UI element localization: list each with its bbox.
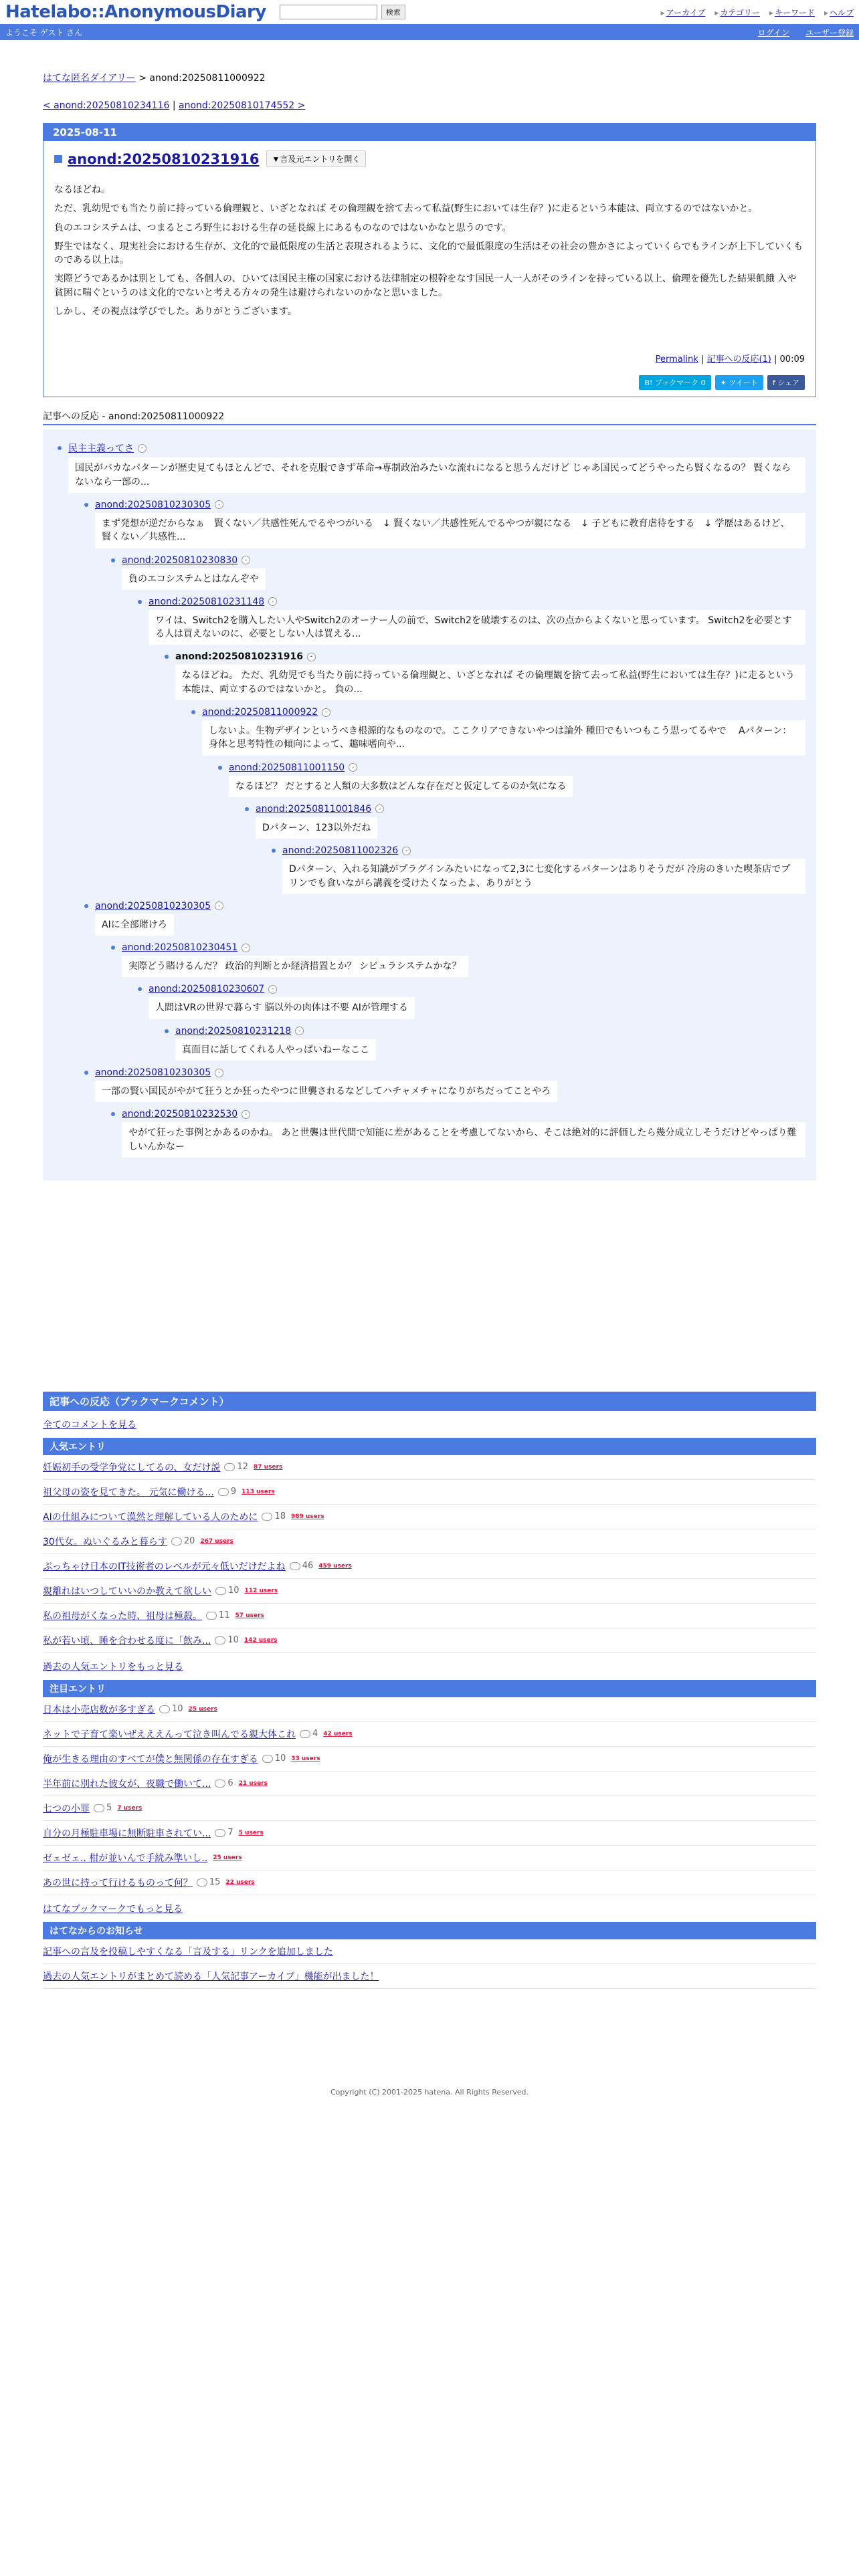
- toggle-icon[interactable]: -: [242, 1110, 250, 1119]
- all-comments-link[interactable]: 全てのコメントを見る: [43, 1419, 136, 1430]
- users-count[interactable]: 33 users: [291, 1755, 320, 1762]
- reaction-excerpt: 国民がバカなパターンが歴史見てもほとんどで、それを克服できず革命→専制政治みたいな流れになると思うんだけど じゃあ国民ってどうやったら賢くなるの？ 賢くならないなら一部の...: [68, 457, 805, 493]
- reaction-title: anond:20250810231916: [175, 651, 303, 663]
- entry-row: [43, 1821, 816, 1846]
- header-nav: [661, 7, 854, 18]
- entry-row: [43, 1554, 816, 1579]
- site-logo[interactable]: Hatelabo::AnonymousDiary: [5, 2, 266, 22]
- reaction-excerpt: やがて狂った事例とかあるのかね。 あと世襲は世代間で知能に差があることを考慮してないから、そこは絶対的に評価したら幾分成立しそうだけどやっぱり難しいんかなー: [122, 1122, 805, 1158]
- popular-entries-header: 人気エントリ: [43, 1438, 816, 1455]
- comment-count: 15: [197, 1877, 221, 1887]
- comment-count: 12: [224, 1462, 248, 1472]
- popular-more-row: [43, 1653, 816, 1680]
- reaction-node: [138, 984, 805, 1018]
- facebook-share-button[interactable]: [767, 375, 805, 390]
- share-label: シェア: [777, 379, 799, 388]
- users-count[interactable]: 112 users: [244, 1587, 278, 1594]
- toggle-icon[interactable]: -: [375, 804, 384, 813]
- entry-row: [43, 1604, 816, 1628]
- share-buttons: [54, 375, 805, 390]
- reaction-node: [165, 651, 805, 700]
- reaction-header: [111, 942, 805, 953]
- reaction-excerpt: なるほど？ だとすると人類の大多数はどんな存在だと仮定してるのか気になる: [229, 776, 573, 797]
- reaction-node: [84, 1067, 805, 1102]
- toggle-icon[interactable]: -: [215, 500, 223, 509]
- bookmark-comments-header: 記事への反応（ブックマークコメント）: [43, 1392, 816, 1411]
- reaction-title-link[interactable]: anond:20250810230451: [122, 942, 238, 954]
- search-input[interactable]: [280, 5, 377, 19]
- reaction-node: [84, 500, 805, 548]
- entry-paragraph: しかし、その視点は学びでした。ありがとうございます。: [54, 306, 297, 318]
- tweet-button[interactable]: [715, 375, 763, 390]
- reaction-title-link[interactable]: anond:20250810230305: [95, 499, 211, 510]
- users-count[interactable]: 87 users: [254, 1463, 283, 1471]
- permalink[interactable]: Permalink: [655, 354, 698, 365]
- entry-link[interactable]: 妊娠初手の受学争党にしてるの、女だけ説: [43, 1462, 221, 1473]
- entry-row: [43, 1846, 816, 1870]
- entry-link[interactable]: 日本は小売店数が多すぎる: [43, 1704, 155, 1715]
- users-count[interactable]: 267 users: [200, 1537, 233, 1545]
- reaction-title-link[interactable]: 民主主義ってさ: [68, 443, 134, 455]
- nav-keyword[interactable]: ▸ キーワード: [769, 7, 815, 18]
- news-link[interactable]: 記事への言及を投稿しやすくなる「言及する」リンクを追加しました: [43, 1946, 333, 1957]
- entry-link[interactable]: 私が若い頃、睡を合わせる度に「飲み...: [43, 1635, 211, 1646]
- reaction-title-link[interactable]: anond:20250810230830: [122, 554, 238, 566]
- toggle-icon[interactable]: -: [268, 985, 277, 994]
- prev-entry-link[interactable]: < anond:20250810234116: [43, 100, 170, 111]
- entry-row: [43, 1870, 816, 1895]
- reaction-title-link[interactable]: anond:20250811002326: [282, 845, 399, 857]
- entry-link[interactable]: 俺が生きる理由のすべてが僕と無関係の存在すぎる: [43, 1753, 258, 1765]
- popular-entries-list: [43, 1455, 816, 1653]
- reaction-header: [138, 597, 805, 607]
- reaction-header: [165, 651, 805, 662]
- toggle-icon[interactable]: -: [402, 847, 411, 855]
- comment-count: 5: [94, 1803, 112, 1813]
- users-count[interactable]: 21 users: [238, 1780, 268, 1787]
- reaction-header: [84, 901, 805, 911]
- entry-paragraph: なるほどね。: [54, 185, 110, 195]
- notable-entries-list: [43, 1697, 816, 1895]
- toggle-icon[interactable]: -: [295, 1027, 304, 1035]
- reaction-node: [111, 942, 805, 977]
- twitter-bird-icon: ✦: [720, 379, 729, 388]
- comment-count: 4: [300, 1729, 318, 1739]
- comment-count: 20: [171, 1536, 195, 1546]
- nav-help[interactable]: ▸ ヘルプ: [824, 7, 854, 18]
- reactions-link[interactable]: 記事への反応(1): [706, 354, 771, 365]
- entry-row: [43, 1722, 816, 1747]
- reaction-title-link[interactable]: anond:20250810231218: [175, 1025, 292, 1037]
- users-count[interactable]: 25 users: [188, 1705, 217, 1713]
- reaction-excerpt: 人間はVRの世界で暮らす 脳以外の肉体は不要 AIが管理する: [149, 997, 415, 1018]
- news-list: [43, 1939, 816, 1989]
- toggle-icon[interactable]: -: [138, 444, 147, 453]
- entry-link[interactable]: 自分の月極駐車場に無断駐車されてい...: [43, 1828, 211, 1839]
- login-link[interactable]: ログイン: [757, 27, 789, 37]
- breadcrumb-home[interactable]: はてな匿名ダイアリー: [43, 73, 136, 84]
- users-count[interactable]: 5 users: [238, 1829, 264, 1836]
- reaction-header: [272, 845, 805, 856]
- pager: [43, 100, 816, 111]
- tweet-label: ツイート: [729, 379, 758, 388]
- breadcrumb-separator: >: [135, 73, 150, 84]
- search-button[interactable]: 検索: [381, 5, 405, 19]
- comment-count: 11: [206, 1610, 230, 1620]
- facebook-icon: f: [772, 379, 778, 388]
- reaction-title-link[interactable]: anond:20250811001150: [229, 762, 345, 773]
- reaction-tree: [43, 429, 816, 1180]
- reaction-node: [58, 441, 805, 493]
- entry-row: [43, 1480, 816, 1505]
- entry-paragraph: ただ、乳幼児でも当たり前に持っている倫理観と、いざとなれば その倫理観を捨て去って私益(野生においては生存？)に走るという本能は、両立するのではないかと。: [54, 203, 758, 215]
- news-row: [43, 1964, 816, 1989]
- entry-row: [43, 1579, 816, 1604]
- entry-title[interactable]: anond:20250810231916: [68, 150, 260, 167]
- reaction-excerpt: 実際どう賭けるんだ？ 政治的判断とか経済措置とか？ シビュラシステムかな？: [122, 956, 468, 977]
- reaction-excerpt: Dパターン、123以外だね: [256, 817, 377, 839]
- reaction-excerpt: まず発想が逆だからなぁ 賢くない／共感性死んでるやつがいる ↓ 賢くない／共感性死んでるやつが親になる ↓ 子どもに教育虐待をする ↓ 学歴はあるけど、賢くない／共感性...: [95, 513, 805, 548]
- notable-more-row: [43, 1895, 816, 1922]
- entry-link[interactable]: 七つの小罪: [43, 1803, 90, 1814]
- reaction-excerpt: 負のエコシステムとはなんぞや: [122, 568, 266, 590]
- user-bar: [0, 24, 859, 40]
- reaction-header: [111, 1109, 805, 1119]
- comment-count: 10: [262, 1753, 286, 1763]
- reaction-header: [218, 762, 805, 773]
- toggle-icon[interactable]: -: [322, 708, 330, 717]
- reaction-excerpt: ワイは、Switch2を購入したい人やSwitch2のオーナー人の前で、Switch2を破壊するのは、次の点からよくないと思っています。 Switch2を必要とする人は買えないのに、必要としない人は買える...: [149, 610, 805, 645]
- entry-row: [43, 1529, 816, 1554]
- entry-link[interactable]: ゼェゼェ.. 柑が並いんで手続み準いし..: [43, 1852, 208, 1864]
- reaction-title-link[interactable]: anond:20250811001846: [256, 803, 372, 815]
- reaction-node: [272, 845, 805, 894]
- nav-archive[interactable]: ▸ アーカイブ: [661, 7, 706, 18]
- entry-link[interactable]: ネットで子育て楽いぜえええんって泣き叫んでる親大体これ: [43, 1729, 296, 1740]
- reaction-node: [138, 597, 805, 645]
- entry-link[interactable]: 30代女。ぬいぐるみと暮らす: [43, 1536, 167, 1547]
- reaction-node: [111, 555, 805, 590]
- news-row: [43, 1939, 816, 1964]
- notable-more-link[interactable]: はてなブックマークでもっと見る: [43, 1903, 183, 1915]
- entry-link[interactable]: AIの仕組みについて漠然と理解している人のために: [43, 1511, 258, 1523]
- reaction-excerpt: AIに全部賭けろ: [95, 914, 174, 936]
- users-count[interactable]: 42 users: [323, 1730, 353, 1737]
- comment-count: 10: [215, 1635, 239, 1645]
- entry-square-icon: [54, 155, 62, 163]
- entry-row: [43, 1747, 816, 1772]
- comment-count: 10: [159, 1704, 183, 1714]
- entry-link[interactable]: 半年前に別れた彼女が、夜職で働いて...: [43, 1778, 211, 1790]
- reaction-header: [191, 707, 805, 718]
- entry-row: [43, 1455, 816, 1480]
- reactions-title: 記事への反応 - anond:20250811000922: [43, 409, 816, 425]
- reaction-node: [245, 804, 805, 839]
- open-source-entry-button[interactable]: ▼言及元エントリを開く: [266, 150, 367, 167]
- register-link[interactable]: ユーザー登録: [805, 27, 854, 37]
- reaction-node: [165, 1026, 805, 1061]
- reaction-header: [138, 984, 805, 994]
- popular-more-link[interactable]: 過去の人気エントリをもっと見る: [43, 1661, 183, 1673]
- entry-link[interactable]: ぶっちゃけ日本のIT技術者のレベルが元々低いだけだよね: [43, 1561, 286, 1572]
- entry-time: 00:09: [779, 354, 805, 365]
- reaction-header: [84, 500, 805, 510]
- reaction-node: [218, 762, 805, 797]
- users-count[interactable]: 989 users: [290, 1513, 324, 1520]
- entry-link[interactable]: 親離れはいつしていいのか教えて欲しい: [43, 1586, 211, 1597]
- entry-row: [43, 1505, 816, 1529]
- toggle-icon[interactable]: -: [215, 1069, 223, 1077]
- news-header: はてなからのお知らせ: [43, 1922, 816, 1939]
- entry-link[interactable]: 私の祖母がくなった時、祖母は極殺。: [43, 1610, 202, 1622]
- header: [0, 0, 859, 24]
- breadcrumb-current: anond:20250811000922: [149, 73, 266, 84]
- hatebu-button[interactable]: B! ブックマーク 0: [639, 375, 710, 390]
- comment-count: 6: [215, 1778, 233, 1788]
- entry: [43, 123, 816, 397]
- pager-separator: |: [169, 100, 179, 111]
- entry-paragraph: 実際どうであるかは別としても、各個人の、ひいては国民主権の国家における法律制定の根幹をなす国民一人一人がそのラインを持っている以上、倫理を優先した結果飢餓 入や貧困に喘ぐというのは文化的でないと考える方々の発生は避けられないのかなと思いました。: [54, 274, 797, 298]
- reaction-node: [111, 1109, 805, 1158]
- users-count[interactable]: 142 users: [244, 1636, 278, 1644]
- reaction-excerpt: しないよ。生物デザインというべき根源的なものなので。ここクリアできないやつは論外 種田でもいつもこう思ってるやで Aパターン：身体と思考特性の傾向によって、趣味嗜向や...: [202, 720, 805, 756]
- entry-footer: Permalink | 記事への反応(1) | 00:09: [655, 354, 805, 365]
- copyright: Copyright (C) 2001-2025 hatena. All Rights Reserved.: [330, 2087, 529, 2097]
- reaction-header: [165, 1026, 805, 1037]
- comment-count: 46: [290, 1561, 314, 1571]
- next-entry-link[interactable]: anond:20250810174552 >: [179, 100, 306, 111]
- users-count[interactable]: 7 users: [117, 1804, 142, 1812]
- entry-text: [54, 183, 805, 318]
- users-count[interactable]: 113 users: [242, 1488, 275, 1495]
- toggle-icon[interactable]: -: [268, 597, 277, 606]
- entry-link[interactable]: 祖父母の姿を見てきた。 元気に働ける...: [43, 1487, 214, 1498]
- reaction-header: [58, 441, 805, 455]
- users-count[interactable]: 22 users: [225, 1879, 255, 1886]
- entry-row: [43, 1628, 816, 1653]
- entry-body: [43, 141, 816, 397]
- reaction-excerpt: 真面目に話してくれる人やっぱいねーなここ: [175, 1039, 376, 1061]
- toggle-icon[interactable]: -: [307, 653, 316, 661]
- reaction-header: [84, 1067, 805, 1078]
- users-count[interactable]: 459 users: [318, 1562, 352, 1570]
- entry-row: [43, 1772, 816, 1796]
- users-count[interactable]: 25 users: [213, 1854, 242, 1861]
- reaction-excerpt: 一部の賢い国民がやがて狂うとか狂ったやつに世襲されるなどしてハチャメチャになりがちだってことやろ: [95, 1081, 557, 1102]
- reaction-excerpt: なるほどね。 ただ、乳幼児でも当たり前に持っている倫理観と、いざとなれば その倫理観を捨て去って私益(野生においては生存？)に走るという本能は、両立するのではないかと。 負の...: [175, 665, 805, 700]
- toggle-icon[interactable]: -: [242, 944, 250, 952]
- users-count[interactable]: 57 users: [235, 1612, 264, 1619]
- breadcrumb: [43, 71, 816, 84]
- reaction-title-link[interactable]: anond:20250810230305: [95, 1067, 211, 1079]
- welcome-text: ようこそ ゲスト さん: [5, 27, 83, 37]
- reaction-node: [84, 901, 805, 936]
- reaction-excerpt: Dパターン、入れる知識がプラグインみたいになって2,3に七変化するパターンはありそうだが 冷房のきいた喫茶店でプリンでも食いながら講義を受けたくなったよ、ありがとう: [282, 859, 805, 894]
- nav-category[interactable]: ▸ カテゴリー: [714, 7, 760, 18]
- entry-link[interactable]: あの世に持って行けるものって何？: [43, 1877, 193, 1889]
- entry-row: [43, 1697, 816, 1722]
- toggle-icon[interactable]: -: [242, 556, 250, 564]
- news-link[interactable]: 過去の人気エントリがまとめて読める「人気記事アーカイブ」機能が出ました！: [43, 1971, 379, 1982]
- entry-paragraph: 負のエコシステムは、つまるところ野生における生存の延長線上にあるものなのではないかなと思うのです。: [54, 222, 512, 233]
- toggle-icon[interactable]: -: [215, 901, 223, 910]
- reaction-header: [245, 804, 805, 815]
- reaction-title-link[interactable]: anond:20250810231148: [149, 596, 265, 607]
- toggle-icon[interactable]: -: [349, 763, 357, 772]
- notable-entries-header: 注目エントリ: [43, 1680, 816, 1697]
- comment-count: 10: [215, 1586, 240, 1596]
- reaction-title-link[interactable]: anond:20250810232530: [122, 1109, 238, 1120]
- main-content: [43, 40, 816, 2097]
- comment-count: 9: [218, 1487, 236, 1497]
- all-comments-row: [43, 1411, 816, 1438]
- entry-paragraph: 野生ではなく、現実社会における生存が、文化的で最低限度の生活と表現されるように、文化的で最低限度の生活はその社会の豊かさによっていくらでもラインが上下していくものである以上は。: [54, 241, 803, 266]
- reaction-title-link[interactable]: anond:20250810230607: [149, 984, 265, 995]
- reaction-title-link[interactable]: anond:20250810230305: [95, 900, 211, 911]
- reaction-header: [111, 555, 805, 566]
- reaction-node: [191, 707, 805, 756]
- entry-row: [43, 1796, 816, 1821]
- entry-date: 2025-08-11: [43, 124, 816, 141]
- reaction-title-link[interactable]: anond:20250811000922: [202, 707, 318, 718]
- comment-count: 7: [215, 1828, 233, 1838]
- entry-title-row: [54, 150, 805, 167]
- comment-count: 18: [262, 1511, 286, 1521]
